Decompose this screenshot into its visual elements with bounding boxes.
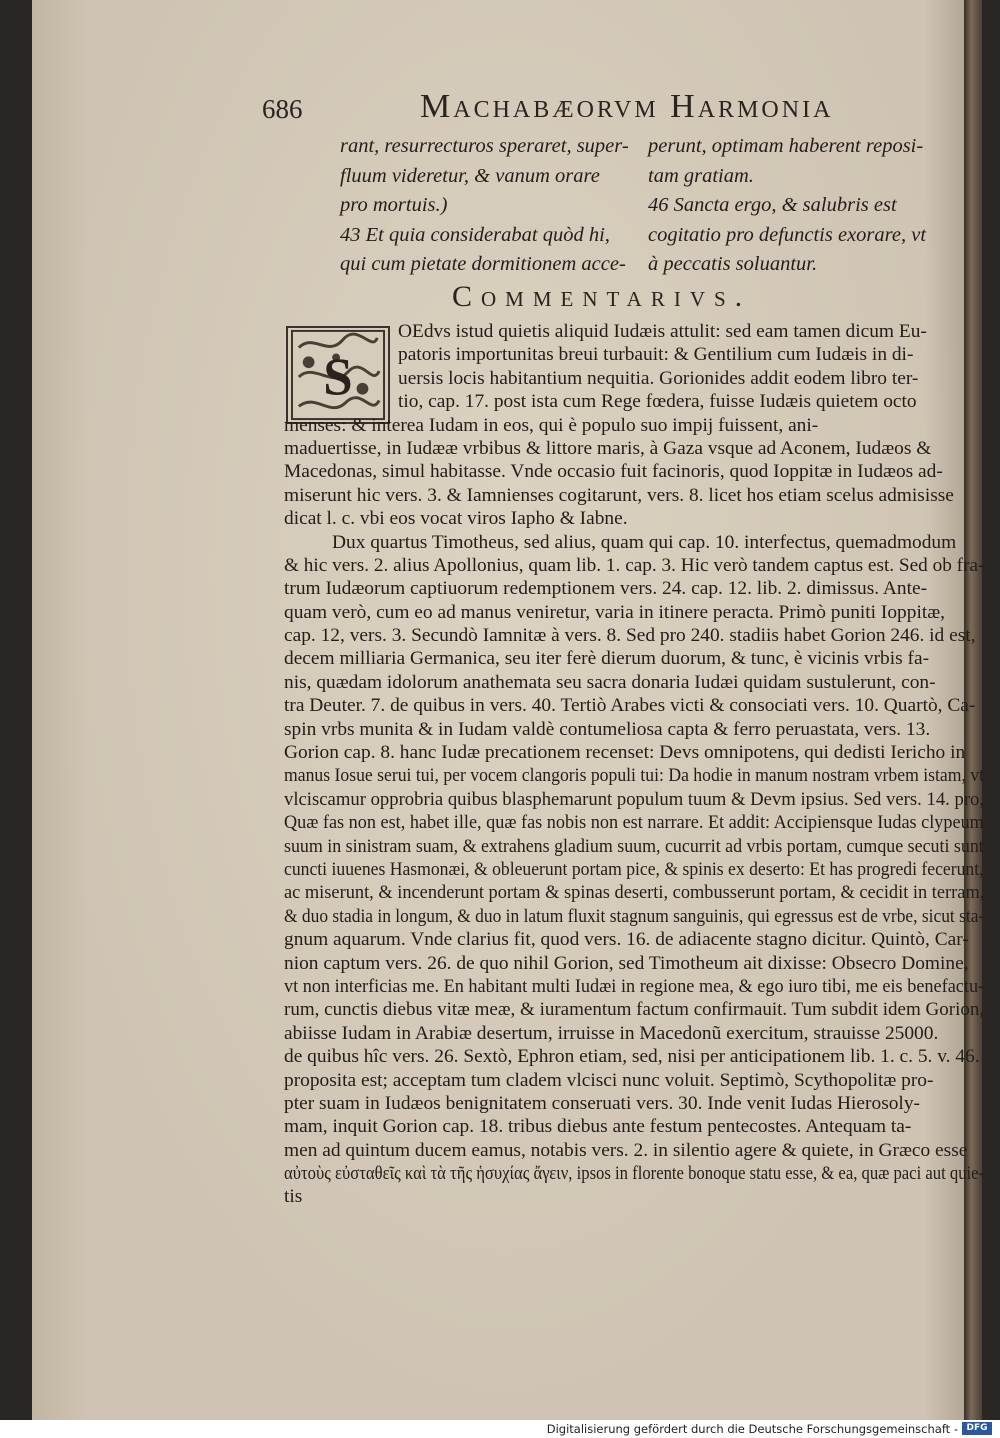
text-line: vlciscamur opprobria quibus blasphemarunt populum tuum & Devm ipsius. Sed vers. 14. pro, bbox=[284, 788, 985, 810]
text-line: ac miserunt, & incenderunt portam & spinas deserti, combusserunt portam, & cecidit in terram, bbox=[284, 882, 985, 904]
digitization-credit: Digitalisierung gefördert durch die Deutsche Forschungsgemeinschaft - bbox=[546, 1422, 958, 1436]
verse-column-right bbox=[648, 132, 926, 280]
text-line: Gorion cap. 8. hanc Iudæ precationem recenset: Devs omnipotens, qui dedisti Iericho in bbox=[284, 742, 966, 764]
text-line: miserunt hic vers. 3. & Iamnienses cogitarunt, vers. 8. licet hos etiam scelus admisisse bbox=[284, 484, 954, 506]
dfg-logo: DFG bbox=[962, 1422, 992, 1435]
text-line: menses: & interea Iudam in eos, qui è populo suo impij fuissent, ani- bbox=[284, 414, 819, 436]
text-line: manus Iosue serui tui, per vocem clangoris populi tui: Da hodie in manum nostram vrbem istam, vt bbox=[284, 765, 985, 787]
text-line: rum, cunctis diebus vitæ meæ, & iuramentum factum confirmauit. Tum subdit idem Gorion, bbox=[284, 999, 985, 1021]
text-line: & duo stadia in longum, & duo in latum fluxit stagnum sanguinis, qui egressus est de vrbe, sicut sta- bbox=[284, 905, 985, 927]
text-line: spin vrbs munita & in Iudam valdè contumeliosa capta & ferro peruastata, vers. 13. bbox=[284, 718, 931, 740]
text-line: uersis locis habitantium nequitia. Gorionides addit eodem libro ter- bbox=[398, 367, 919, 389]
text-line: quam verò, cum eo ad manus veniretur, varia in itinere peracta. Primò puniti Ioppitæ, bbox=[284, 601, 946, 623]
text-line: cap. 12, vers. 3. Secundò Iamnitæ à vers. 8. Sed pro 240. stadiis habet Gorion 246. id est, bbox=[284, 625, 976, 647]
verse-line: cogitatio pro defunctis exorare, vt bbox=[648, 223, 927, 246]
text-line: dicat l. c. vbi eos vocat viros Iapho & Iabne. bbox=[284, 508, 628, 530]
text-line: men ad quintum ducem eamus, notabis vers. 2. in silentio agere & quiete, in Græco esse bbox=[284, 1139, 968, 1161]
svg-text:S: S bbox=[323, 348, 353, 407]
text-line: gnum aquarum. Vnde clarius fit, quod vers. 16. de adiacente stagno dicitur. Quintò, Car- bbox=[284, 929, 969, 951]
text-line: de quibus hîc vers. 26. Sextò, Ephron etiam, sed, nisi per anticipationem lib. 1. c. 5. v. 46. bbox=[284, 1046, 980, 1068]
text-line: nion captum vers. 26. de quo nihil Gorion, sed Timotheum ait dixisse: Obsecro Domine, bbox=[284, 952, 969, 974]
text-line: pter suam in Iudæos benignitatem conseruati vers. 30. Inde venit Iudas Hierosoly- bbox=[284, 1092, 920, 1114]
verse-line: fluum videretur, & vanum orare bbox=[340, 164, 600, 187]
text-line: Quæ fas non est, habet ille, quæ fas nobis non est narrare. Et addit: Accipiensque Iudas clypeum bbox=[284, 812, 984, 834]
running-title: Machabæorvm Harmonia bbox=[420, 88, 834, 125]
text-line: Macedonas, simul habitasse. Vnde occasio fuit facinoris, quod Ioppitæ in Iudæos ad- bbox=[284, 461, 943, 483]
text-line: tio, cap. 17. post ista cum Rege fœdera, fuisse Iudæis quietem octo bbox=[398, 391, 917, 413]
text-line: vt non interficias me. En habitant multi Iudæi in regione mea, & ego iuro tibi, me eis benefactu- bbox=[284, 975, 985, 997]
text-line: & hic vers. 2. alius Apollonius, quam lib. 1. cap. 3. Hic verò tandem captus est. Sed ob fra- bbox=[284, 554, 985, 576]
text-line: OEdvs istud quietis aliquid Iudæis attulit: sed eam tamen dicum Eu- bbox=[398, 321, 927, 342]
verse-line: rant, resurrecturos speraret, super- bbox=[340, 135, 629, 157]
text-line: mam, inquit Gorion cap. 18. tribus diebus ante festum pentecostes. Antequam ta- bbox=[284, 1116, 912, 1138]
verse-line: 43 Et quia considerabat quòd hi, bbox=[340, 223, 610, 246]
verse-line: tam gratiam. bbox=[648, 164, 754, 187]
footer-bar bbox=[0, 1420, 1000, 1438]
page-number: 686 bbox=[262, 94, 303, 124]
text-line: tra Deuter. 7. de quibus in vers. 40. Tertiò Arabes victi & consociati vers. 10. Quartò, Ca- bbox=[284, 695, 976, 717]
verse-line: perunt, optimam haberent reposi- bbox=[648, 135, 924, 157]
text-line: abiisse Iudam in Arabiæ desertum, irruisse in Macedonũ exercitum, strauisse 25000. bbox=[284, 1022, 939, 1044]
text-line: cuncti iuuenes Hasmonæi, & obleuerunt portam pice, & spinis ex deserto: Et has progredi fecerunt, bbox=[284, 858, 984, 880]
text-line: patoris importunitas breui turbauit: & Gentilium cum Iudæis in di- bbox=[398, 344, 914, 366]
commentary-body bbox=[284, 320, 984, 1209]
text-line: suum in sinistram suam, & extrahens gladium suum, cucurrit ad vrbis portam, cumque secuti sunt bbox=[284, 835, 984, 857]
text-line: αὐτοὺς εὐσταθεῖς καὶ τὰ τῆς ἡσυχίας ἄγειν, ipsos in florente bonoque statu esse, & ea, quæ paci aut quie- bbox=[284, 1163, 985, 1185]
text-line: Dux quartus Timotheus, sed alius, quam qui cap. 10. interfectus, quemadmodum bbox=[332, 531, 957, 553]
verse-line: qui cum pietate dormitionem acce- bbox=[340, 253, 626, 275]
text-line: tis bbox=[284, 1186, 303, 1208]
section-heading: Commentarivs. bbox=[452, 280, 752, 313]
verse-line: pro mortuis.) bbox=[340, 194, 448, 216]
verse-line: à peccatis soluantur. bbox=[648, 253, 818, 275]
verse-line: 46 Sancta ergo, & salubris est bbox=[648, 194, 897, 216]
text-line: maduertisse, in Iudææ vrbibus & littore maris, à Gaza vsque ad Aconem, Iudæos & bbox=[284, 437, 932, 459]
text-line: nis, quædam idolorum anathemata seu sacra donaria Iudæi quidam sustulerunt, con- bbox=[284, 671, 936, 693]
text-line: decem milliaria Germanica, seu iter ferè dierum duorum, & tunc, è vicinis vrbis fa- bbox=[284, 648, 930, 670]
text-line: proposita est; acceptam tum cladem vlcisci nunc voluit. Septimò, Scythopolitæ pro- bbox=[284, 1069, 934, 1091]
verse-column-left bbox=[340, 132, 629, 280]
text-line: trum Iudæorum captiuorum redemptionem vers. 24. cap. 12. lib. 2. dimissus. Ante- bbox=[284, 578, 928, 600]
